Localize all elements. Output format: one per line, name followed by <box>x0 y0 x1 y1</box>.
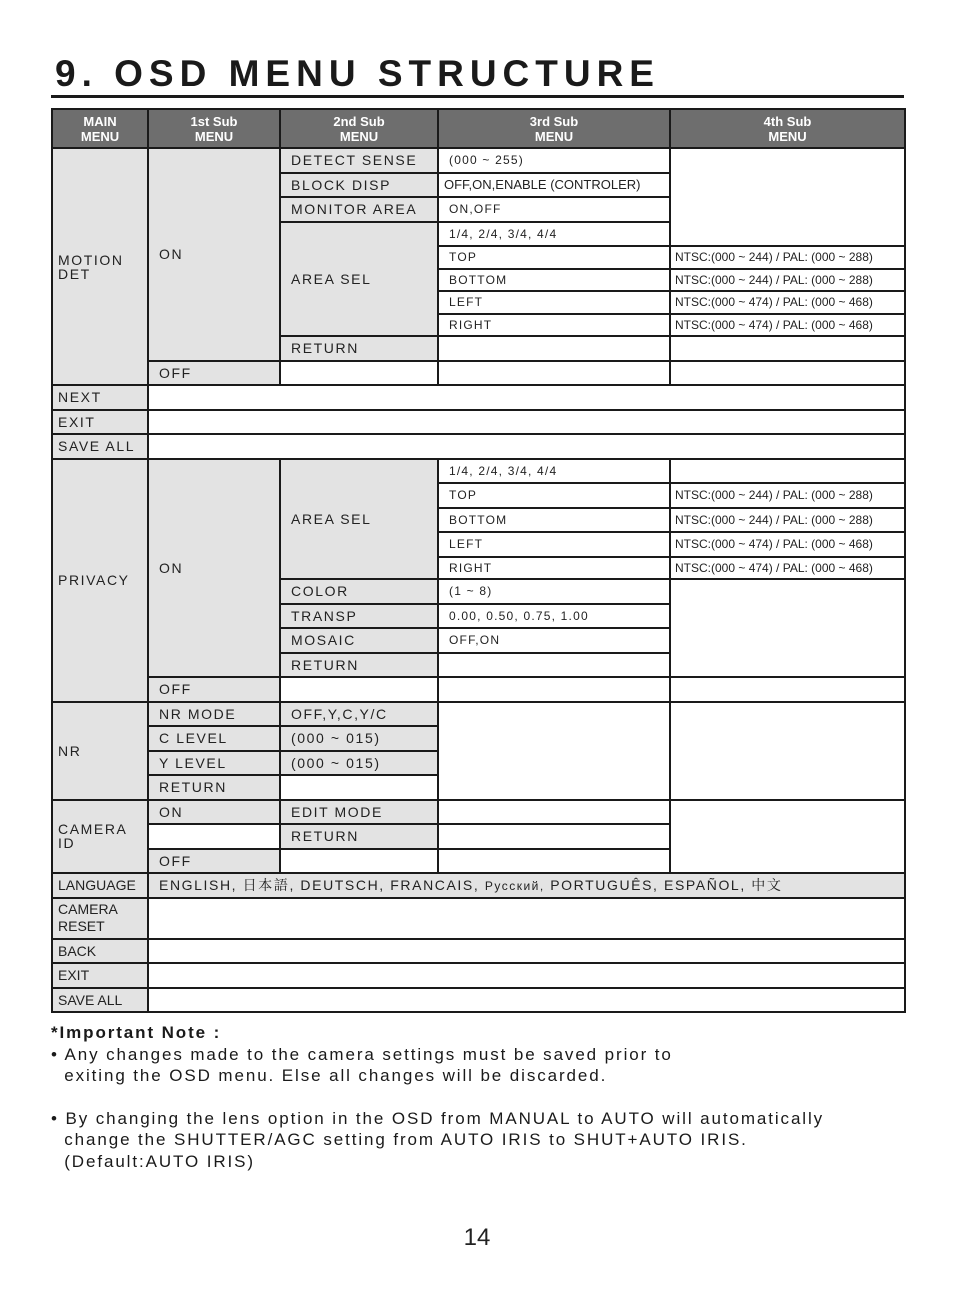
block-disp: BLOCK DISP <box>280 173 438 198</box>
osd-menu-table <box>51 108 906 1013</box>
header-3rd-sub-menu: 3rd Sub MENU <box>438 109 670 148</box>
camera-id-return: RETURN <box>280 824 438 849</box>
motion-return: RETURN <box>280 336 438 361</box>
empty-cell <box>148 963 905 988</box>
empty-cell <box>148 385 905 410</box>
motion-area-sel: AREA SEL <box>280 222 438 337</box>
table-row <box>52 677 905 702</box>
page-title: 9. OSD MENU STRUCTURE <box>55 53 660 94</box>
detect-sense: DETECT SENSE <box>280 148 438 173</box>
motion-top-range: NTSC:(000 ~ 244) / PAL: (000 ~ 288) <box>670 246 905 269</box>
privacy-left-range: NTSC:(000 ~ 474) / PAL: (000 ~ 468) <box>670 532 905 557</box>
empty-cell <box>670 361 905 386</box>
table-row <box>52 410 905 435</box>
privacy-off: OFF <box>148 677 280 702</box>
empty-cell <box>438 653 670 678</box>
nr-return: RETURN <box>148 775 280 800</box>
empty-cell <box>148 988 905 1013</box>
empty-cell <box>670 579 905 677</box>
empty-cell <box>148 939 905 964</box>
empty-cell <box>280 775 438 800</box>
note-2-line-2: change the SHUTTER/AGC setting from AUTO IRIS to SHUT+AUTO IRIS. <box>51 1130 748 1149</box>
privacy-return: RETURN <box>280 653 438 678</box>
menu-next: NEXT <box>52 385 148 410</box>
camera-id-edit-mode: EDIT MODE <box>280 800 438 825</box>
table-row <box>52 873 905 898</box>
motion-top: TOP <box>438 246 670 269</box>
empty-cell <box>670 702 905 800</box>
motion-left-range: NTSC:(000 ~ 474) / PAL: (000 ~ 468) <box>670 291 905 314</box>
motion-right: RIGHT <box>438 314 670 337</box>
nr-mode-options: OFF,Y,C,Y/C <box>280 702 438 727</box>
privacy-right: RIGHT <box>438 557 670 580</box>
header-main-menu: MAIN MENU <box>52 109 148 148</box>
camera-id-off: OFF <box>148 849 280 874</box>
privacy-transp: TRANSP <box>280 604 438 629</box>
nr-y-level-range: (000 ~ 015) <box>280 751 438 776</box>
motion-area-options: 1/4, 2/4, 3/4, 4/4 <box>438 222 670 247</box>
note-2-line-1: • By changing the lens option in the OSD from MANUAL to AUTO will automatically <box>51 1108 825 1128</box>
table-row <box>52 361 905 386</box>
menu-camera-id: CAMERA ID <box>52 800 148 874</box>
empty-cell <box>280 849 438 874</box>
menu-save-all: SAVE ALL <box>52 434 148 459</box>
motion-bottom: BOTTOM <box>438 269 670 292</box>
camera-id-on: ON <box>148 800 280 825</box>
block-disp-options: OFF,ON,ENABLE (CONTROLER) <box>438 173 670 198</box>
menu-privacy: PRIVACY <box>52 459 148 702</box>
table-row <box>52 148 905 173</box>
empty-cell <box>670 336 905 361</box>
menu-exit: EXIT <box>52 410 148 435</box>
detect-sense-range: (000 ~ 255) <box>438 148 670 173</box>
empty-cell <box>438 361 670 386</box>
monitor-area: MONITOR AREA <box>280 197 438 222</box>
privacy-transp-options: 0.00, 0.50, 0.75, 1.00 <box>438 604 670 629</box>
empty-cell <box>438 800 670 825</box>
privacy-bottom-range: NTSC:(000 ~ 244) / PAL: (000 ~ 288) <box>670 508 905 533</box>
menu-exit-2: EXIT <box>52 963 148 988</box>
empty-cell <box>438 849 670 874</box>
nr-c-level: C LEVEL <box>148 726 280 751</box>
motion-right-range: NTSC:(000 ~ 474) / PAL: (000 ~ 468) <box>670 314 905 337</box>
menu-camera-reset: CAMERA RESET <box>52 898 148 939</box>
table-row <box>52 939 905 964</box>
privacy-area-sel: AREA SEL <box>280 459 438 580</box>
menu-language: LANGUAGE <box>52 873 148 898</box>
motion-left: LEFT <box>438 291 670 314</box>
empty-cell <box>438 677 670 702</box>
note-1-line-2: exiting the OSD menu. Else all changes will be discarded. <box>51 1066 608 1085</box>
page-number: 14 <box>463 1224 491 1251</box>
empty-cell <box>148 824 280 849</box>
privacy-color-range: (1 ~ 8) <box>438 579 670 604</box>
empty-cell <box>438 824 670 849</box>
table-row <box>52 459 905 484</box>
monitor-area-options: ON,OFF <box>438 197 670 222</box>
nr-c-level-range: (000 ~ 015) <box>280 726 438 751</box>
privacy-top-range: NTSC:(000 ~ 244) / PAL: (000 ~ 288) <box>670 483 905 508</box>
table-row <box>52 898 905 939</box>
empty-cell <box>148 410 905 435</box>
empty-cell <box>670 148 905 246</box>
header-1st-sub-menu: 1st Sub MENU <box>148 109 280 148</box>
table-header-row <box>52 109 905 148</box>
table-row <box>52 702 905 727</box>
nr-mode: NR MODE <box>148 702 280 727</box>
motion-det-on: ON <box>148 148 280 361</box>
important-note <box>51 1022 824 1172</box>
privacy-top: TOP <box>438 483 670 508</box>
empty-cell <box>670 459 905 484</box>
note-heading: *Important Note : <box>51 1023 222 1042</box>
table-row <box>52 385 905 410</box>
motion-bottom-range: NTSC:(000 ~ 244) / PAL: (000 ~ 288) <box>670 269 905 292</box>
motion-det-off: OFF <box>148 361 280 386</box>
empty-cell <box>280 677 438 702</box>
title-underline <box>51 95 904 98</box>
header-4th-sub-menu: 4th Sub MENU <box>670 109 905 148</box>
empty-cell <box>670 800 905 874</box>
privacy-mosaic: MOSAIC <box>280 628 438 653</box>
menu-motion-det: MOTION DET <box>52 148 148 385</box>
empty-cell <box>148 898 905 939</box>
privacy-right-range: NTSC:(000 ~ 474) / PAL: (000 ~ 468) <box>670 557 905 580</box>
privacy-bottom: BOTTOM <box>438 508 670 533</box>
menu-save-all-2: SAVE ALL <box>52 988 148 1013</box>
privacy-on: ON <box>148 459 280 678</box>
table-row <box>52 800 905 825</box>
empty-cell <box>148 434 905 459</box>
empty-cell <box>438 702 670 800</box>
privacy-color: COLOR <box>280 579 438 604</box>
empty-cell <box>280 361 438 386</box>
language-options: ENGLISH, 日本語, DEUTSCH, FRANCAIS, Русский, PORTUGUÊS, ESPAÑOL, 中文 <box>148 873 905 898</box>
nr-y-level: Y LEVEL <box>148 751 280 776</box>
note-1-line-1: • Any changes made to the camera settings must be saved prior to <box>51 1044 673 1064</box>
header-2nd-sub-menu: 2nd Sub MENU <box>280 109 438 148</box>
privacy-left: LEFT <box>438 532 670 557</box>
menu-nr: NR <box>52 702 148 800</box>
table-row <box>52 434 905 459</box>
privacy-area-options: 1/4, 2/4, 3/4, 4/4 <box>438 459 670 484</box>
empty-cell <box>438 336 670 361</box>
table-row <box>52 963 905 988</box>
note-2-line-3: (Default:AUTO IRIS) <box>51 1151 255 1171</box>
privacy-mosaic-options: OFF,ON <box>438 628 670 653</box>
menu-back: BACK <box>52 939 148 964</box>
empty-cell <box>670 677 905 702</box>
table-row <box>52 988 905 1013</box>
